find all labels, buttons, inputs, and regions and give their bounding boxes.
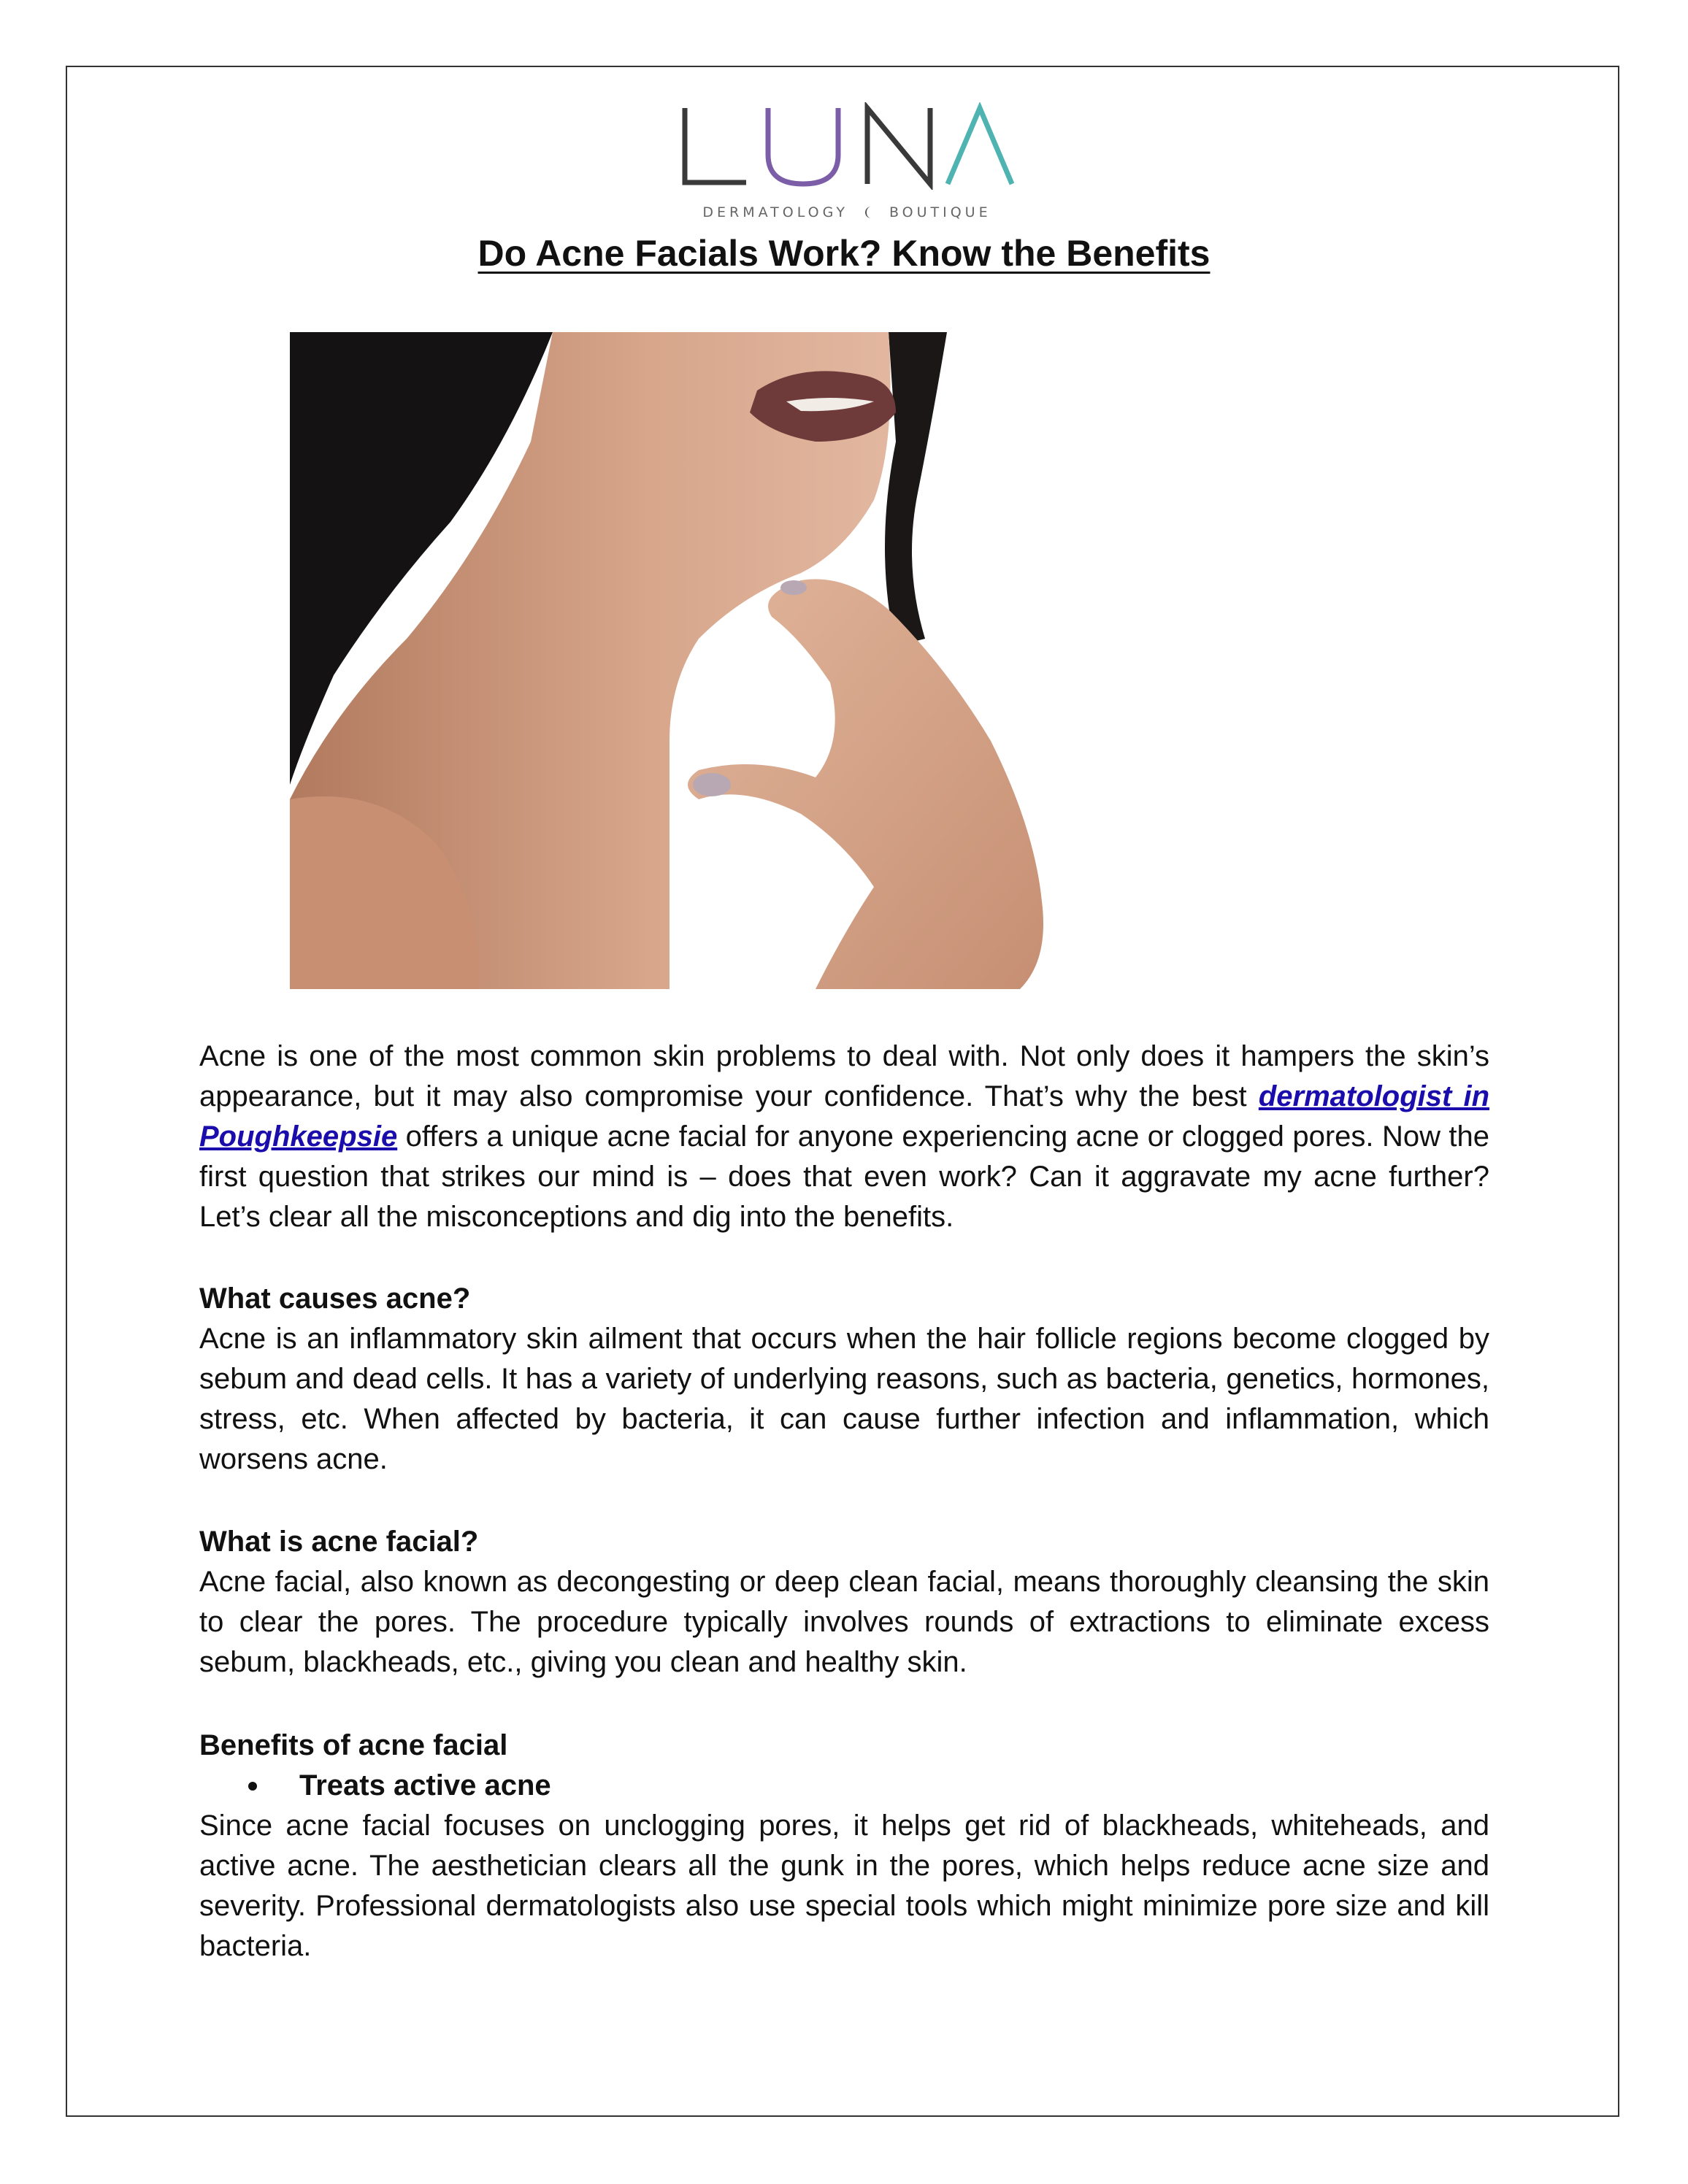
- bullet-label: Treats active acne: [299, 1769, 551, 1802]
- bullet-dot-icon: [248, 1782, 257, 1791]
- section-heading-causes: What causes acne?: [199, 1283, 471, 1315]
- section-heading-what-is: What is acne facial?: [199, 1526, 479, 1558]
- crescent-moon-icon: [862, 205, 876, 220]
- intro-paragraph: [199, 1037, 1489, 1237]
- logo-tagline-right: BOUTIQUE: [889, 204, 991, 220]
- article-title: Do Acne Facials Work? Know the Benefits: [477, 233, 1211, 274]
- bullet-item: [248, 1766, 551, 1806]
- luna-logo: [679, 102, 1015, 230]
- section-body-benefits: [199, 1806, 1489, 1966]
- section-body-causes-text: Acne is an inflammatory skin ailment that occurs when the hair follicle regions become clogged by sebum and dead cells. It has a variety of underlying reasons, such as bacteria, genetics, hormones, stress, etc. When affected by bacteria, it can cause further infection and inflammation, which worsens acne.: [199, 1323, 1489, 1475]
- luna-wordmark: [679, 102, 1015, 190]
- section-body-benefits-text: Since acne facial focuses on unclogging pores, it helps get rid of blackheads, whiteheads, and active acne. The aesthetician clears all the gunk in the pores, which helps reduce acne size and severity. Professional dermatologists also use special tools which might minimize pore size and kill bacteria.: [199, 1810, 1489, 1962]
- section-body-causes: [199, 1319, 1489, 1480]
- dermatologist-link[interactable]: dermatologist in Poughkeepsie: [199, 1080, 1489, 1153]
- intro-text-after: offers a unique acne facial for anyone experiencing acne or clogged pores. Now the first question that strikes our mind is – does that even work? Can it aggravate my acne further? Let’s clear all the misconceptions and dig into the benefits.: [199, 1120, 1489, 1233]
- hero-photo: [290, 332, 1392, 989]
- section-body-what-is: [199, 1562, 1489, 1683]
- logo-tagline: [679, 204, 1015, 220]
- logo-tagline-left: DERMATOLOGY: [702, 204, 848, 220]
- section-body-what-is-text: Acne facial, also known as decongesting or deep clean facial, means thoroughly cleansing the skin to clear the pores. The procedure typically involves rounds of extractions to eliminate excess sebum, blackheads, etc., giving you clean and healthy skin.: [199, 1566, 1489, 1678]
- section-heading-benefits: Benefits of acne facial: [199, 1729, 508, 1761]
- intro-text-before: Acne is one of the most common skin problems to deal with. Not only does it hampers the skin’s appearance, but it may also compromise your confidence. That’s why the best: [199, 1040, 1489, 1112]
